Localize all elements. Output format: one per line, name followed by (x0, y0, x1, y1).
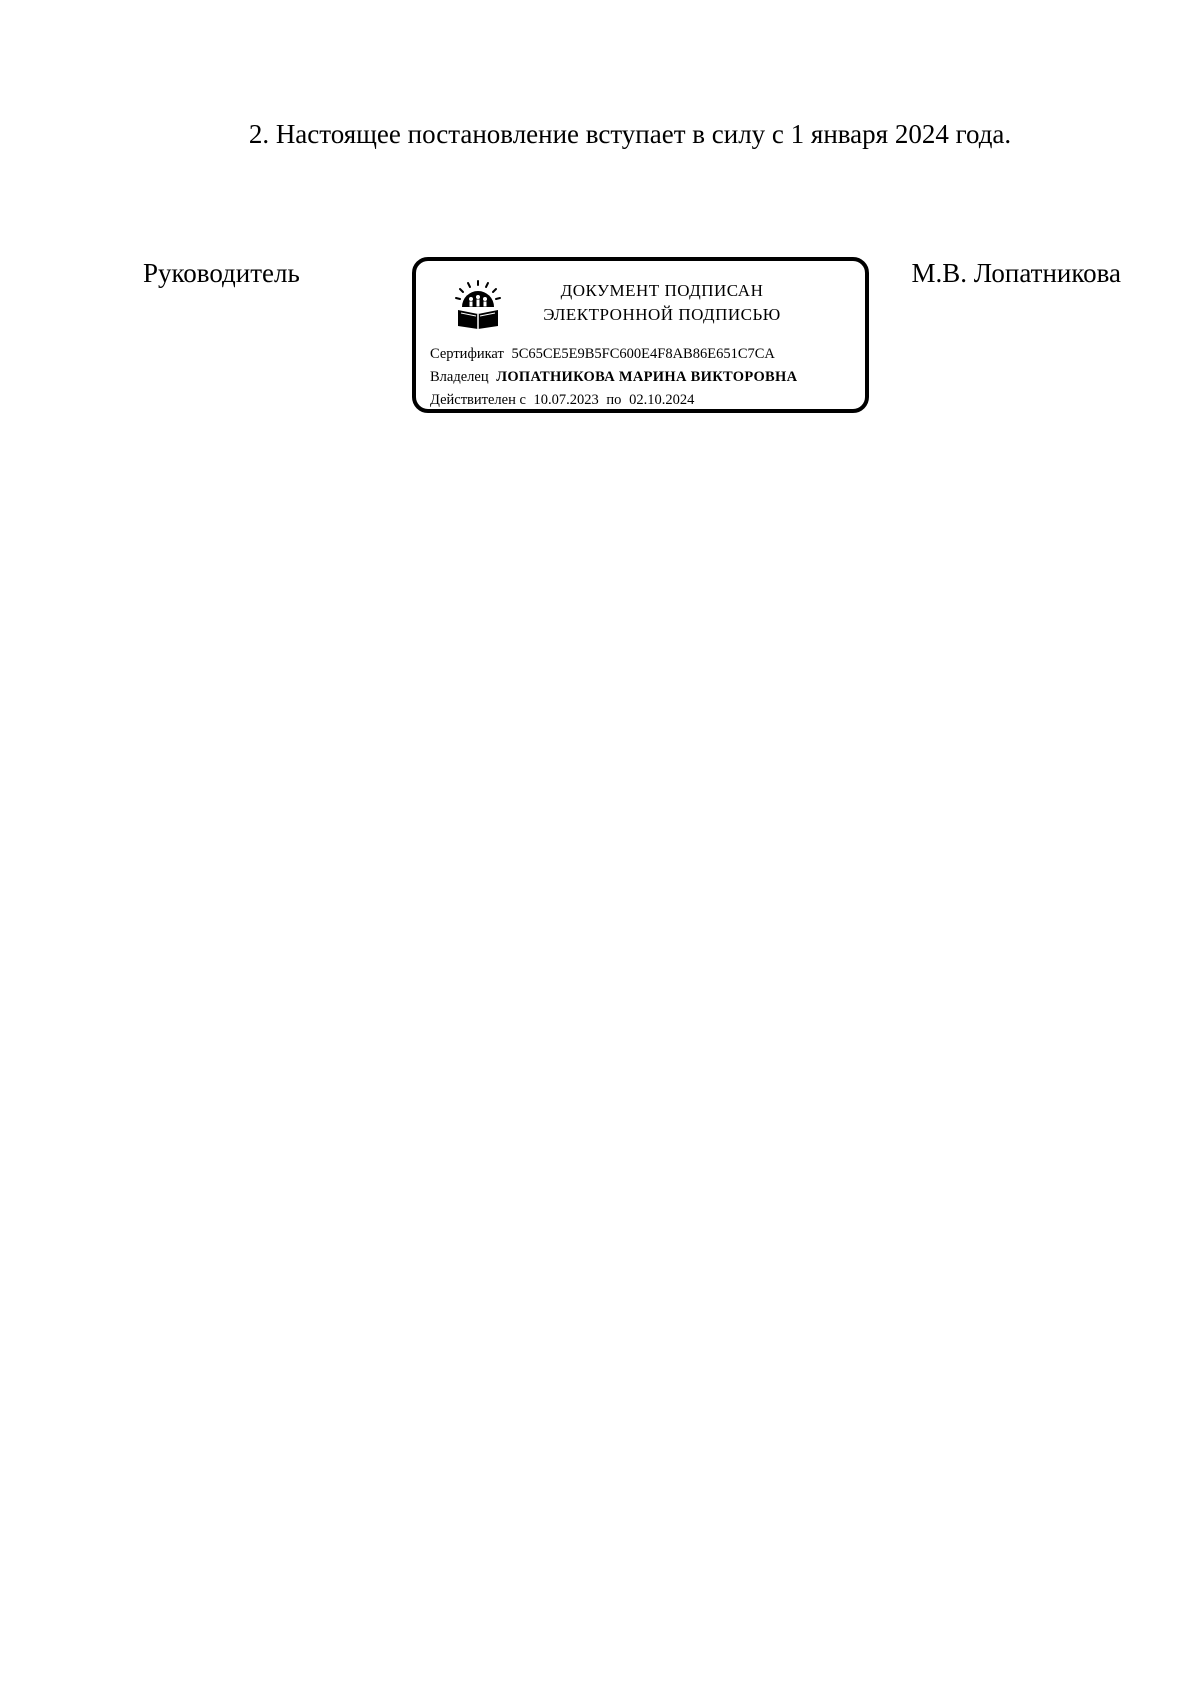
certificate-label: Сертификат (430, 346, 504, 362)
coat-of-arms-icon (452, 279, 504, 329)
stamp-heading-line-1: ДОКУМЕНТ ПОДПИСАН (560, 281, 764, 300)
signature-block (0, 255, 1200, 425)
valid-label: Действителен с (430, 392, 526, 408)
validity-line (430, 389, 797, 412)
stamp-heading (512, 279, 812, 327)
signer-name: М.В. Лопатникова (911, 258, 1121, 288)
valid-to-label: по (606, 392, 622, 408)
certificate-value: 5C65CE5E9B5FC600E4F8AB86E651C7CA (511, 346, 775, 362)
owner-value: ЛОПАТНИКОВА МАРИНА ВИКТОРОВНА (496, 369, 798, 385)
electronic-signature-stamp (412, 257, 869, 413)
certificate-line (430, 343, 797, 366)
stamp-details (430, 343, 797, 412)
owner-line (430, 366, 797, 389)
valid-from: 10.07.2023 (533, 392, 599, 408)
signer-position: Руководитель (143, 258, 300, 288)
stamp-heading-line-2: ЭЛЕКТРОННОЙ ПОДПИСЬЮ (543, 305, 781, 324)
owner-label: Владелец (430, 369, 489, 385)
valid-to: 02.10.2024 (629, 392, 695, 408)
decree-paragraph: 2. Настоящее постановление вступает в силу с 1 января 2024 года. (248, 119, 1012, 149)
